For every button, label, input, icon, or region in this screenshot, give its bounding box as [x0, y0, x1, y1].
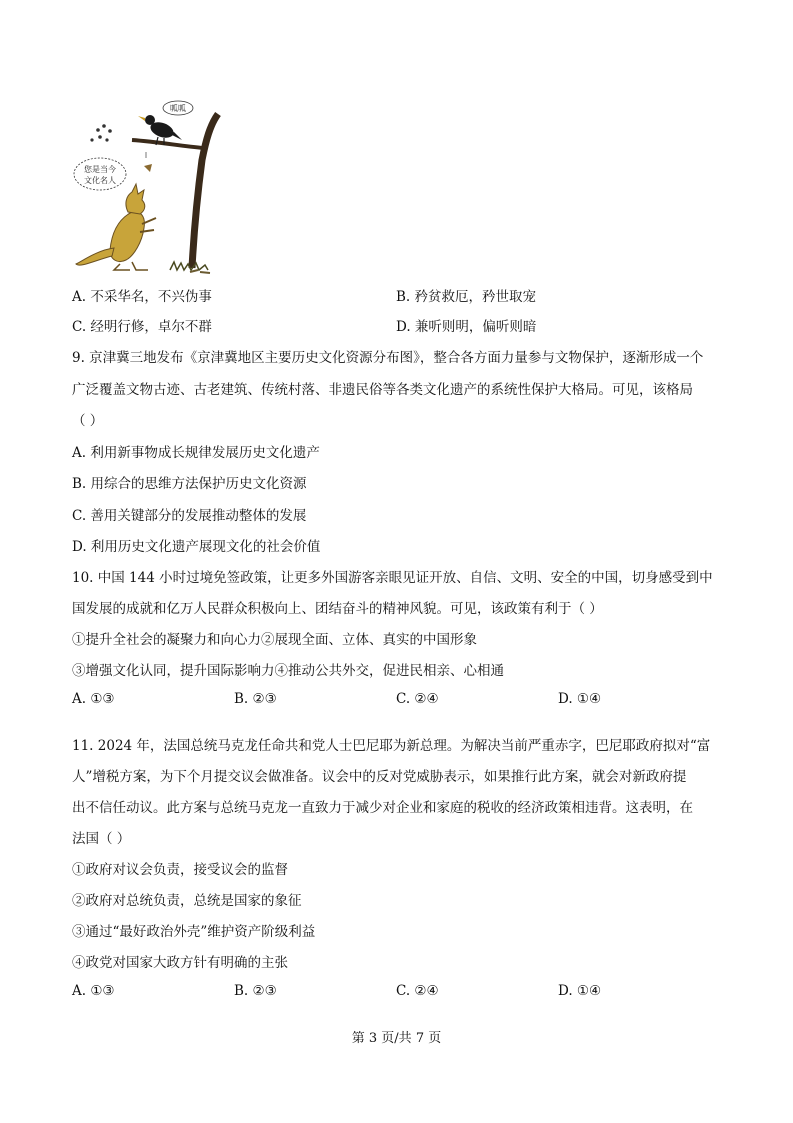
q11-statement-1: ①政府对议会负责，接受议会的监督 [72, 862, 288, 878]
q8-option-c: C. 经明行修，卓尔不群 [72, 319, 212, 335]
fox-head [126, 184, 145, 214]
q11-option-b: B. ②③ [234, 983, 277, 999]
q9-stem-line-2: 广泛覆盖文物古迹、古老建筑、传统村落、非遗民俗等各类文化遗产的系统性保护大格局。可见，该格局 [72, 382, 693, 398]
fox-body [110, 212, 144, 262]
crow-bubble-text: 呱呱 [170, 104, 186, 113]
q11-option-c: C. ②④ [396, 983, 439, 999]
q10-statements-line-1: ①提升全社会的凝聚力和向心力②展现全面、立体、真实的中国形象 [72, 632, 477, 648]
q9-option-d: D. 利用历史文化遗产展现文化的社会价值 [72, 539, 321, 555]
q11-option-a: A. ①③ [72, 983, 115, 999]
q11-option-d: D. ①④ [558, 983, 602, 999]
q11-stem-line-4: 法国（ ） [72, 831, 131, 847]
q8-option-b: B. 矜贫救厄，矜世取宠 [396, 289, 537, 305]
q10-stem-line-2: 国发展的成就和亿万人民群众积极向上、团结奋斗的精神风貌。可见，该政策有利于（ ） [72, 601, 603, 617]
falling-cheese [144, 164, 152, 172]
q11-statement-3: ③通过“最好政治外壳”维护资产阶级利益 [72, 924, 316, 940]
q8-option-a: A. 不采华名，不兴伪事 [72, 289, 212, 305]
q9-option-c: C. 善用关键部分的发展推动整体的发展 [72, 508, 307, 524]
q10-option-c: C. ②④ [396, 691, 439, 707]
fox-speech-bubble [74, 158, 126, 190]
q9-stem-line-1: 9. 京津冀三地发布《京津冀地区主要历史文化资源分布图》，整合各方面力量参与文物保护，逐渐形成一个 [72, 350, 704, 366]
q9-stem-line-3: （ ） [72, 413, 104, 429]
q11-stem-line-3: 出不信任动议。此方案与总统马克龙一直致力于减少对企业和家庭的税收的经济政策相违背。这表明，在 [72, 800, 693, 816]
q10-stem-line-1: 10. 中国 144 小时过境免签政策，让更多外国游客亲眼见证开放、自信、文明、安全的中国，切身感受到中 [72, 570, 713, 586]
q11-statement-4: ④政党对国家大政方针有明确的主张 [72, 955, 288, 971]
tree-branch [132, 140, 204, 148]
tree-trunk [192, 114, 218, 268]
cartoon-crow-fox-illustration [70, 100, 240, 275]
q8-option-d: D. 兼听则明，偏听则暗 [396, 319, 537, 335]
q11-stem-line-2: 人”增税方案，为下个月提交议会做准备。议会中的反对党威胁表示，如果推行此方案，就会对新政府提 [72, 769, 687, 785]
q11-stem-line-1: 11. 2024 年，法国总统马克龙任命共和党人士巴尼耶为新总理。为解决当前严重赤字，巴尼耶政府拟对“富 [72, 738, 711, 754]
fox-tail [76, 248, 114, 265]
fox-bubble-line1: 您是当今 [84, 165, 116, 174]
q9-option-b: B. 用综合的思维方法保护历史文化资源 [72, 476, 307, 492]
q11-statement-2: ②政府对总统负责，总统是国家的象征 [72, 893, 302, 909]
q9-option-a: A. 利用新事物成长规律发展历史文化遗产 [72, 445, 320, 461]
page-number-footer: 第 3 页/共 7 页 [351, 1031, 442, 1046]
q10-option-d: D. ①④ [558, 691, 602, 707]
fox-bubble-line2: 文化名人 [84, 176, 116, 185]
q10-statements-line-2: ③增强文化认同，提升国际影响力④推动公共外交，促进民相亲、心相通 [72, 663, 504, 679]
q10-option-a: A. ①③ [72, 691, 115, 707]
q10-option-b: B. ②③ [234, 691, 277, 707]
crow-head [145, 115, 155, 125]
